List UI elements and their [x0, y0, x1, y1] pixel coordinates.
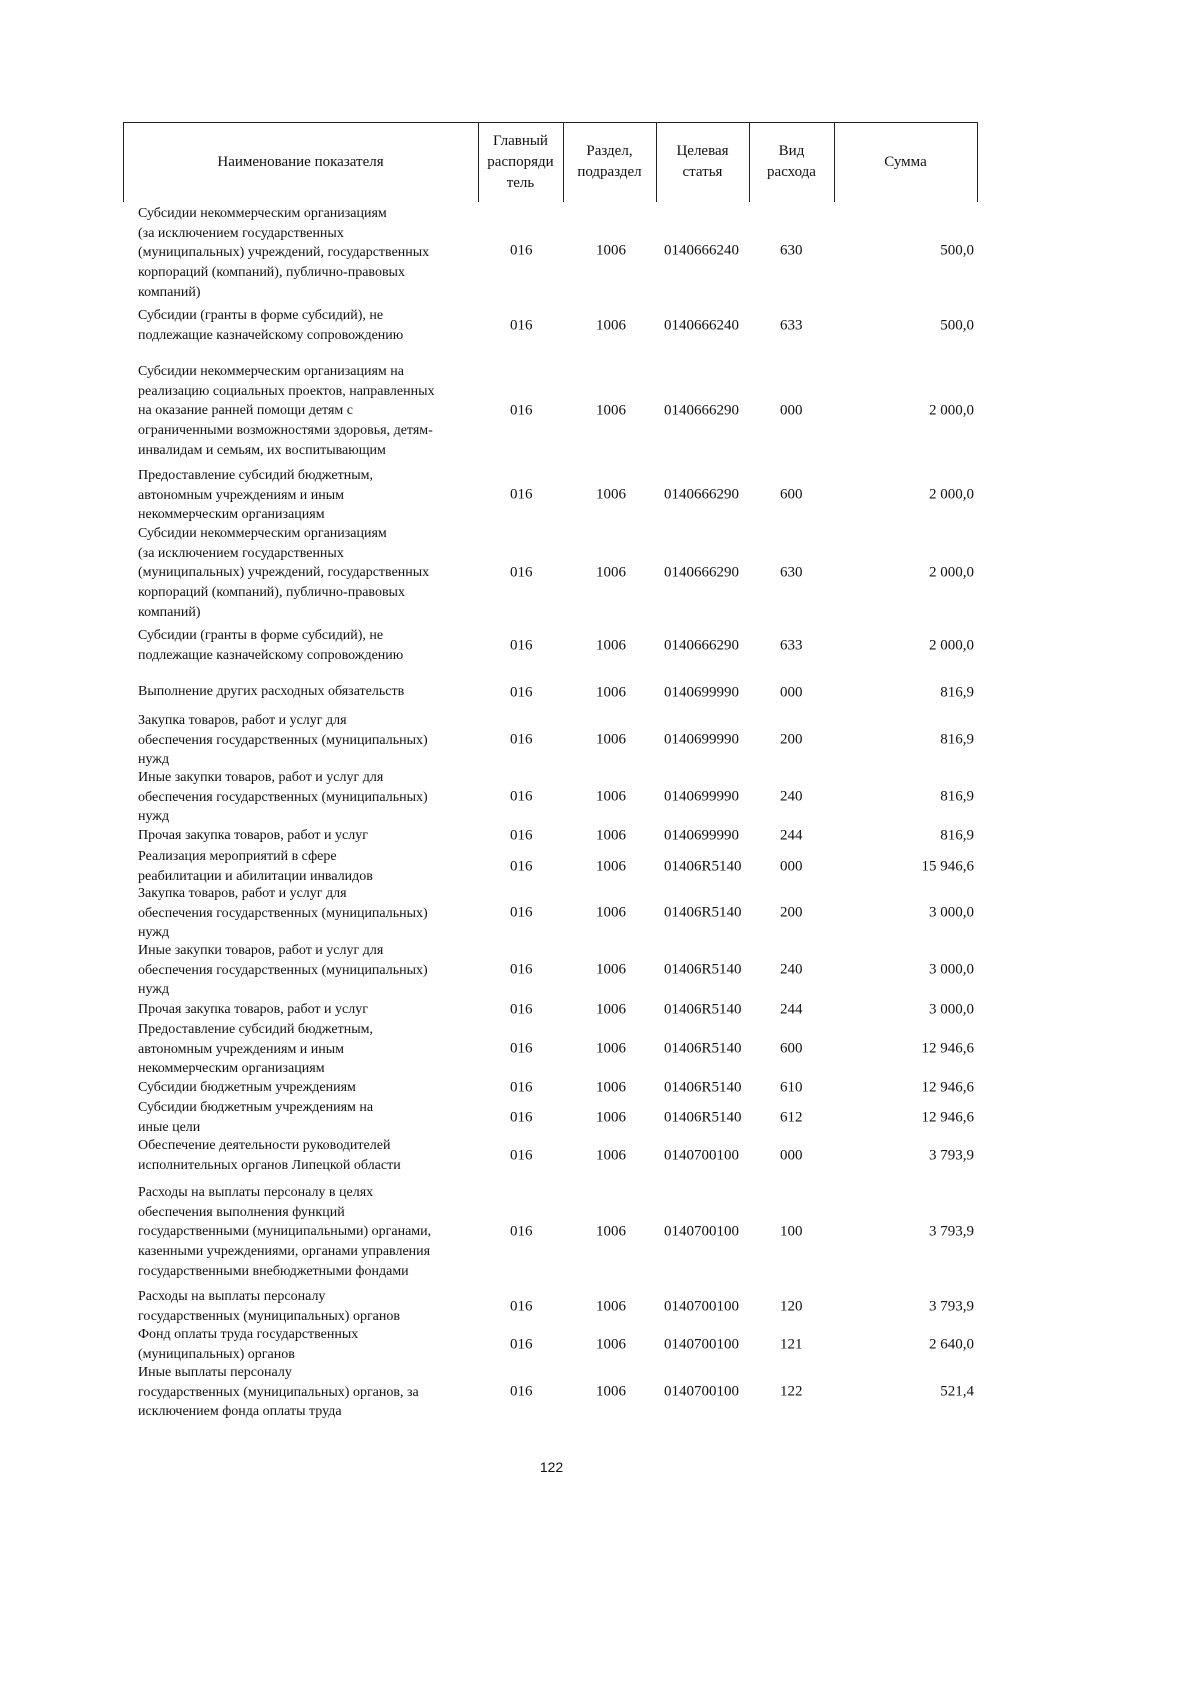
row-razdel: 1006 [596, 242, 626, 259]
row-vid: 633 [780, 637, 803, 654]
row-glavny: 016 [510, 1223, 533, 1240]
row-name: Предоставление субсидий бюджетным, автономным учреждениям и иным некоммерческим организациям [138, 1022, 374, 1077]
row-vid: 633 [780, 317, 803, 334]
table-row [0, 711, 1103, 769]
row-summa: 3 000,0 [929, 1001, 974, 1018]
row-name: Прочая закупка товаров, работ и услуг [138, 828, 368, 843]
row-glavny: 016 [510, 1079, 533, 1096]
row-name: Субсидии некоммерческим организациям на реализацию социальных проектов, направленных на оказание ранней помощи детям с ограниченными возможностями здоровья, детям- инвалидам и семьям, их воспитывающим [138, 364, 435, 458]
table-row [0, 1363, 1103, 1421]
row-vid: 244 [780, 1001, 803, 1018]
row-celevaya: 01406R5140 [664, 1109, 742, 1126]
row-name: Фонд оплаты труда государственных (муниципальных) органов [138, 1327, 359, 1362]
table-row [0, 1000, 1103, 1020]
row-razdel: 1006 [596, 1001, 626, 1018]
row-name: Расходы на выплаты персоналу в целях обеспечения выполнения функций государственными (муниципальными) органами, казенными учреждениями, органами управления государственными внебюджетными фондами [138, 1185, 432, 1279]
row-razdel: 1006 [596, 402, 626, 419]
row-glavny: 016 [510, 904, 533, 921]
row-glavny: 016 [510, 1109, 533, 1126]
row-name: Субсидии некоммерческим организациям (за исключением государственных (муниципальных) учреждений, государственных корпораций (компаний), публично-правовых компаний) [138, 526, 430, 620]
row-vid: 240 [780, 788, 803, 805]
row-glavny: 016 [510, 402, 533, 419]
row-celevaya: 0140666290 [664, 402, 739, 419]
row-vid: 120 [780, 1298, 803, 1315]
row-celevaya: 01406R5140 [664, 904, 742, 921]
row-glavny: 016 [510, 317, 533, 334]
table-row [0, 362, 1103, 460]
table-row [0, 1325, 1103, 1365]
row-glavny: 016 [510, 1298, 533, 1315]
header-vid-text: Вид расхода [767, 143, 816, 180]
row-glavny: 016 [510, 788, 533, 805]
row-vid: 122 [780, 1383, 803, 1400]
row-name: Закупка товаров, работ и услуг для обеспечения государственных (муниципальных) нужд [138, 713, 428, 768]
row-vid: 610 [780, 1079, 803, 1096]
row-razdel: 1006 [596, 1147, 626, 1164]
row-summa: 816,9 [940, 827, 974, 844]
row-razdel: 1006 [596, 1298, 626, 1315]
row-razdel: 1006 [596, 1336, 626, 1353]
table-row [0, 204, 1103, 298]
row-name: Реализация мероприятий в сфере реабилитации и абилитации инвалидов [138, 849, 373, 884]
page-number: 122 [539, 1459, 564, 1475]
header-summa [834, 122, 977, 202]
row-name: Иные выплаты персоналу государственных (муниципальных) органов, за исключением фонда оплаты труда [138, 1365, 419, 1420]
row-razdel: 1006 [596, 1223, 626, 1240]
row-summa: 2 000,0 [929, 564, 974, 581]
row-glavny: 016 [510, 242, 533, 259]
row-celevaya: 01406R5140 [664, 1079, 742, 1096]
row-celevaya: 0140700100 [664, 1336, 739, 1353]
row-razdel: 1006 [596, 731, 626, 748]
row-name: Расходы на выплаты персоналу государственных (муниципальных) органов [138, 1289, 401, 1324]
table-row [0, 1136, 1103, 1176]
row-razdel: 1006 [596, 1040, 626, 1057]
row-vid: 240 [780, 961, 803, 978]
row-celevaya: 01406R5140 [664, 858, 742, 875]
row-name: Субсидии (гранты в форме субсидий), не подлежащие казначейскому сопровождению [138, 308, 404, 343]
row-glavny: 016 [510, 1147, 533, 1164]
row-glavny: 016 [510, 827, 533, 844]
table-row [0, 847, 1103, 887]
row-summa: 816,9 [940, 684, 974, 701]
row-glavny: 016 [510, 858, 533, 875]
row-name: Субсидии бюджетным учреждениям на иные цели [138, 1100, 374, 1135]
row-vid: 200 [780, 904, 803, 921]
row-vid: 244 [780, 827, 803, 844]
row-razdel: 1006 [596, 317, 626, 334]
row-razdel: 1006 [596, 904, 626, 921]
table-header [123, 122, 978, 202]
row-celevaya: 0140699990 [664, 684, 739, 701]
table-row [0, 626, 1103, 666]
table-row [0, 466, 1103, 524]
row-razdel: 1006 [596, 1109, 626, 1126]
header-divider [977, 122, 978, 202]
row-glavny: 016 [510, 1336, 533, 1353]
header-name [123, 122, 478, 202]
row-vid: 612 [780, 1109, 803, 1126]
header-name-text: Наименование показателя [217, 153, 384, 170]
row-summa: 12 946,6 [921, 1109, 974, 1126]
row-name: Иные закупки товаров, работ и услуг для обеспечения государственных (муниципальных) нужд [138, 943, 428, 998]
table-row [0, 768, 1103, 826]
row-razdel: 1006 [596, 961, 626, 978]
table-row [0, 1020, 1103, 1078]
row-razdel: 1006 [596, 827, 626, 844]
row-razdel: 1006 [596, 564, 626, 581]
row-celevaya: 0140700100 [664, 1223, 739, 1240]
row-name: Предоставление субсидий бюджетным, автономным учреждениям и иным некоммерческим организациям [138, 468, 374, 523]
row-razdel: 1006 [596, 788, 626, 805]
row-name: Закупка товаров, работ и услуг для обеспечения государственных (муниципальных) нужд [138, 886, 428, 941]
header-razdel [563, 122, 656, 202]
row-vid: 000 [780, 684, 803, 701]
row-celevaya: 0140699990 [664, 731, 739, 748]
header-razdel-text: Раздел, подраздел [577, 143, 642, 180]
row-summa: 500,0 [940, 317, 974, 334]
table-row [0, 524, 1103, 622]
header-glavny-text: Главный распоряди тель [487, 132, 554, 191]
row-summa: 3 793,9 [929, 1147, 974, 1164]
table-row [0, 884, 1103, 942]
row-celevaya: 0140666290 [664, 564, 739, 581]
row-summa: 3 000,0 [929, 904, 974, 921]
table-row [0, 826, 1103, 846]
header-celevaya [656, 122, 749, 202]
row-celevaya: 0140699990 [664, 827, 739, 844]
table-row [0, 941, 1103, 999]
row-celevaya: 01406R5140 [664, 1001, 742, 1018]
table-row [0, 1287, 1103, 1327]
row-glavny: 016 [510, 1383, 533, 1400]
header-glavny [478, 122, 563, 202]
row-vid: 000 [780, 858, 803, 875]
row-glavny: 016 [510, 684, 533, 701]
row-vid: 600 [780, 1040, 803, 1057]
row-vid: 000 [780, 1147, 803, 1164]
row-celevaya: 0140666290 [664, 486, 739, 503]
row-razdel: 1006 [596, 858, 626, 875]
row-glavny: 016 [510, 637, 533, 654]
row-glavny: 016 [510, 1040, 533, 1057]
row-razdel: 1006 [596, 1079, 626, 1096]
header-celevaya-text: Целевая статья [676, 143, 729, 180]
row-vid: 600 [780, 486, 803, 503]
row-summa: 2 000,0 [929, 637, 974, 654]
row-celevaya: 01406R5140 [664, 1040, 742, 1057]
table-row [0, 1183, 1103, 1281]
row-glavny: 016 [510, 961, 533, 978]
row-razdel: 1006 [596, 486, 626, 503]
row-vid: 630 [780, 564, 803, 581]
row-glavny: 016 [510, 731, 533, 748]
row-summa: 816,9 [940, 788, 974, 805]
row-name: Выполнение других расходных обязательств [138, 684, 405, 699]
row-celevaya: 0140699990 [664, 788, 739, 805]
row-summa: 816,9 [940, 731, 974, 748]
row-name: Обеспечение деятельности руководителей исполнительных органов Липецкой области [138, 1138, 401, 1173]
row-name: Прочая закупка товаров, работ и услуг [138, 1002, 368, 1017]
row-name: Субсидии бюджетным учреждениям [138, 1080, 356, 1095]
row-celevaya: 0140700100 [664, 1298, 739, 1315]
row-summa: 3 793,9 [929, 1298, 974, 1315]
row-razdel: 1006 [596, 1383, 626, 1400]
table-row [0, 1098, 1103, 1138]
row-summa: 12 946,6 [921, 1079, 974, 1096]
row-name: Субсидии некоммерческим организациям (за исключением государственных (муниципальных) учреждений, государственных корпораций (компаний), публично-правовых компаний) [138, 206, 430, 300]
row-summa: 3 000,0 [929, 961, 974, 978]
table-row [0, 682, 1103, 704]
row-celevaya: 0140666290 [664, 637, 739, 654]
row-celevaya: 01406R5140 [664, 961, 742, 978]
row-summa: 15 946,6 [921, 858, 974, 875]
row-vid: 200 [780, 731, 803, 748]
header-vid [749, 122, 834, 202]
row-glavny: 016 [510, 1001, 533, 1018]
row-summa: 2 000,0 [929, 486, 974, 503]
row-summa: 500,0 [940, 242, 974, 259]
row-glavny: 016 [510, 564, 533, 581]
row-celevaya: 0140700100 [664, 1147, 739, 1164]
table-row [0, 1078, 1103, 1098]
row-summa: 521,4 [940, 1383, 974, 1400]
table-row [0, 306, 1103, 346]
row-name: Иные закупки товаров, работ и услуг для обеспечения государственных (муниципальных) нужд [138, 770, 428, 825]
row-celevaya: 0140666240 [664, 317, 739, 334]
row-summa: 12 946,6 [921, 1040, 974, 1057]
header-summa-text: Сумма [884, 153, 927, 170]
row-vid: 000 [780, 402, 803, 419]
row-summa: 2 000,0 [929, 402, 974, 419]
row-razdel: 1006 [596, 684, 626, 701]
row-name: Субсидии (гранты в форме субсидий), не подлежащие казначейскому сопровождению [138, 628, 404, 663]
row-vid: 121 [780, 1336, 803, 1353]
row-glavny: 016 [510, 486, 533, 503]
row-celevaya: 0140666240 [664, 242, 739, 259]
row-vid: 100 [780, 1223, 803, 1240]
row-razdel: 1006 [596, 637, 626, 654]
row-summa: 2 640,0 [929, 1336, 974, 1353]
row-vid: 630 [780, 242, 803, 259]
row-summa: 3 793,9 [929, 1223, 974, 1240]
row-celevaya: 0140700100 [664, 1383, 739, 1400]
